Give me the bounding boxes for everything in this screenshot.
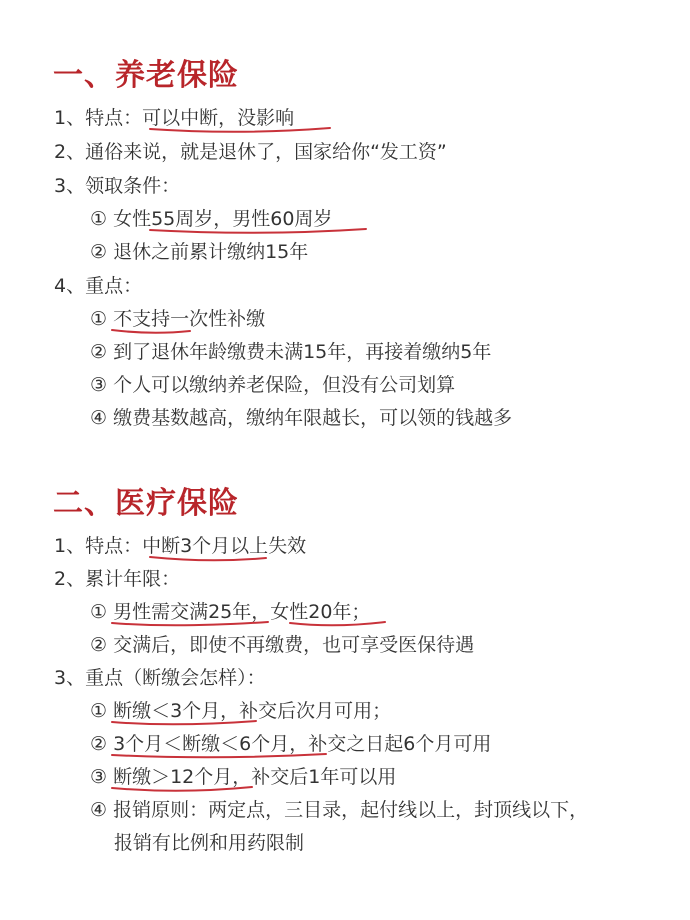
pension-item-4-sub-2: ② 到了退休年龄缴费未满15年，再接着缴纳5年 (90, 341, 492, 363)
medical-item-1: 1、特点：中断3个月以上失效 (54, 535, 307, 557)
pension-heading: 一、养老保险 (53, 58, 239, 93)
pension-item-2: 2、通俗来说，就是退休了，国家给你“发工资” (54, 141, 447, 163)
pension-item-4-sub-1: ① 不支持一次性补缴 (90, 308, 266, 330)
pension-item-4: 4、重点： (54, 275, 143, 297)
medical-item-3-sub-4-cont: 报销有比例和用药限制 (114, 832, 305, 854)
pension-item-3-sub-2: ② 退休之前累计缴纳15年 (90, 241, 309, 263)
pension-item-3: 3、领取条件： (54, 175, 181, 197)
medical-item-2-sub-2: ② 交满后，即使不再缴费，也可享受医保待遇 (90, 634, 475, 656)
medical-heading: 二、医疗保险 (53, 486, 239, 521)
medical-item-2-sub-1: ① 男性需交满25年，女性20年； (90, 601, 371, 623)
medical-item-3: 3、重点（断缴会怎样）： (54, 667, 266, 689)
pension-item-4-sub-4: ④ 缴费基数越高，缴纳年限越长，可以领的钱越多 (90, 407, 513, 429)
medical-item-3-sub-4: ④ 报销原则：两定点，三目录，起付线以上，封顶线以下， (90, 799, 589, 821)
pension-item-4-sub-3: ③ 个人可以缴纳养老保险，但没有公司划算 (90, 374, 456, 396)
medical-item-2: 2、累计年限： (54, 568, 181, 590)
medical-item-3-sub-1: ① 断缴＜3个月，补交后次月可用； (90, 700, 392, 722)
medical-item-3-sub-3: ③ 断缴＞12个月，补交后1年可以用 (90, 766, 397, 788)
medical-item-3-sub-2: ② 3个月＜断缴＜6个月，补交之日起6个月可用 (90, 733, 492, 755)
pension-item-3-sub-1: ① 女性55周岁，男性60周岁 (90, 208, 333, 230)
pension-item-1: 1、特点：可以中断，没影响 (54, 107, 295, 129)
